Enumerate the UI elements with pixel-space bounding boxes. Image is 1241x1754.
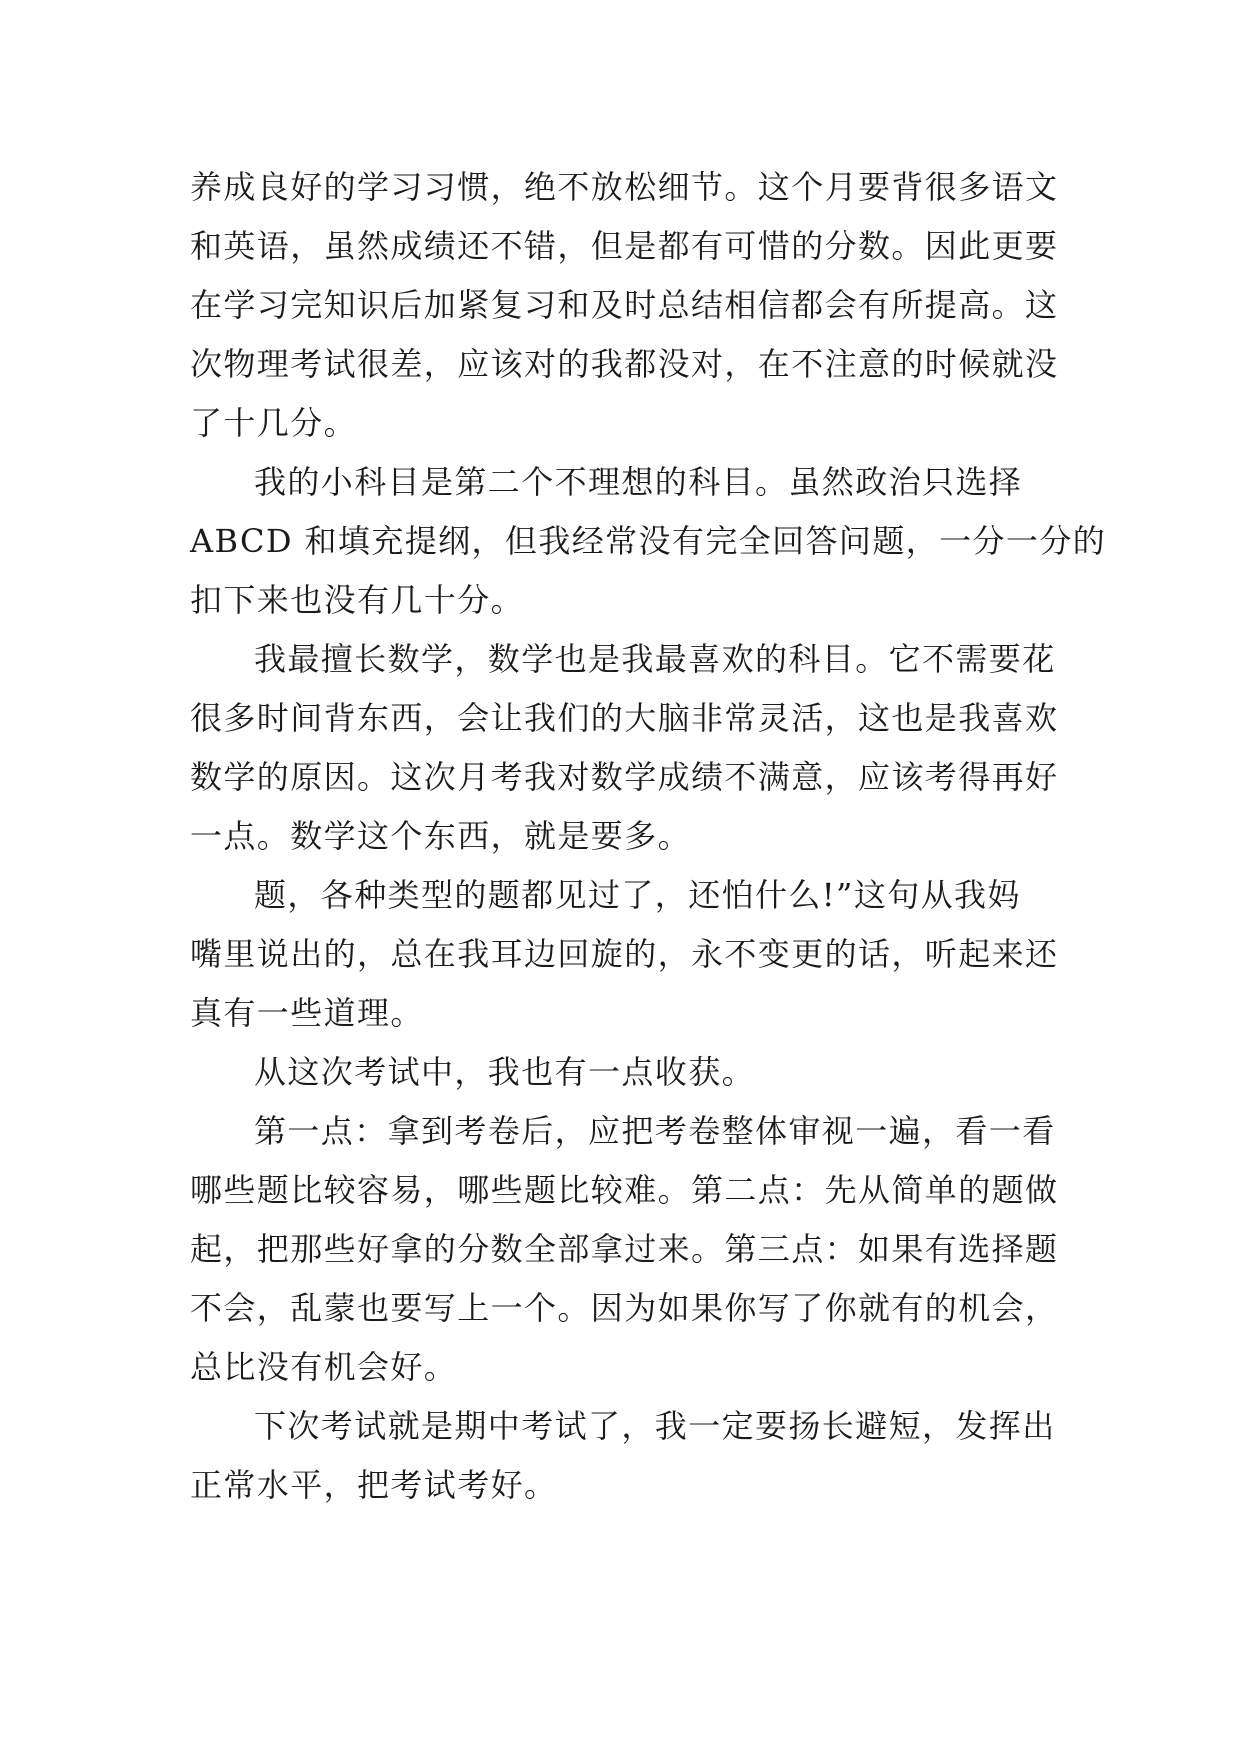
- text-line: 不会，乱蒙也要写上一个。因为如果你写了你就有的机会，: [190, 1289, 1059, 1327]
- text-line: 了十几分。: [190, 404, 358, 442]
- paragraph: [190, 1102, 1059, 1397]
- paragraph: [190, 453, 1107, 630]
- text-line: 真有一些道理。: [190, 994, 424, 1032]
- paragraph: [190, 866, 1059, 1043]
- text-line: 很多时间背东西，会让我们的大脑非常灵活，这也是我喜欢: [190, 699, 1059, 737]
- text-line: 我最擅长数学，数学也是我最喜欢的科目。它不需要花: [254, 640, 1056, 678]
- paragraph: [190, 1043, 1056, 1102]
- text-line: 数学的原因。这次月考我对数学成绩不满意，应该考得再好: [190, 758, 1059, 796]
- text-line: 和英语，虽然成绩还不错，但是都有可惜的分数。因此更要: [190, 227, 1059, 265]
- text-line: 起，把那些好拿的分数全部拿过来。第三点：如果有选择题: [190, 1230, 1059, 1268]
- text-line: 第一点：拿到考卷后，应把考卷整体审视一遍，看一看: [254, 1112, 1056, 1150]
- text-line: 下次考试就是期中考试了，我一定要扬长避短，发挥出: [254, 1407, 1056, 1445]
- text-line: 次物理考试很差，应该对的我都没对，在不注意的时候就没: [190, 345, 1059, 383]
- paragraph: [190, 158, 1059, 453]
- document-body: [190, 158, 1107, 1515]
- text-line: 总比没有机会好。: [190, 1348, 458, 1386]
- text-line: 在学习完知识后加紧复习和及时总结相信都会有所提高。这: [190, 286, 1059, 324]
- text-line: 扣下来也没有几十分。: [190, 581, 525, 619]
- text-line: 嘴里说出的，总在我耳边回旋的，永不变更的话，听起来还: [190, 935, 1059, 973]
- text-line: 题，各种类型的题都见过了，还怕什么!”这句从我妈: [254, 876, 1021, 914]
- text-line: ABCD 和填充提纲，但我经常没有完全回答问题，一分一分的: [190, 522, 1107, 560]
- text-line: 我的小科目是第二个不理想的科目。虽然政治只选择: [254, 463, 1023, 501]
- text-line: 正常水平，把考试考好。: [190, 1466, 558, 1504]
- paragraph: [190, 630, 1059, 866]
- text-line: 从这次考试中，我也有一点收获。: [254, 1053, 756, 1091]
- text-line: 哪些题比较容易，哪些题比较难。第二点：先从简单的题做: [190, 1171, 1059, 1209]
- text-line: 一点。数学这个东西，就是要多。: [190, 817, 692, 855]
- paragraph: [190, 1397, 1056, 1515]
- text-line: 养成良好的学习习惯，绝不放松细节。这个月要背很多语文: [190, 168, 1059, 206]
